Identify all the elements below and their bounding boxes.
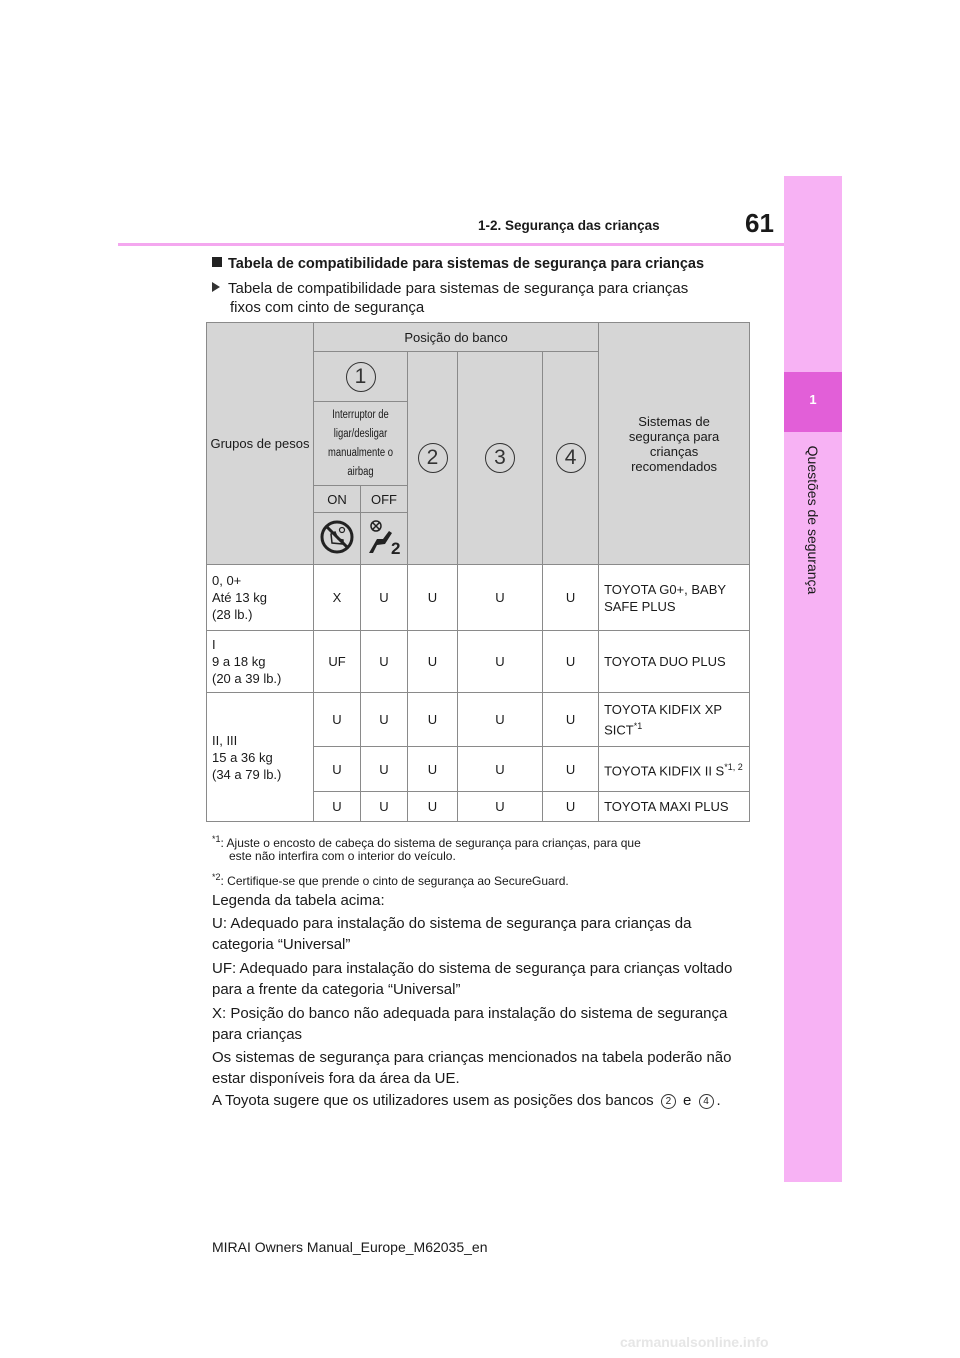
page-number: 61 xyxy=(745,208,774,238)
legend-uf: UF: Adequado para instalação do sistema de segurança para crianças voltado para a frente da categoria “Universal” xyxy=(212,960,733,998)
compatibility-table xyxy=(206,322,750,822)
cell-on: UF xyxy=(314,631,361,693)
cell-seat-3: U xyxy=(458,565,543,631)
weight-group-cell: I 9 a 18 kg (20 a 39 lb.) xyxy=(207,631,314,693)
on-header: ON xyxy=(314,486,361,513)
cell-seat-4: U xyxy=(543,631,599,693)
cell-seat-4: U xyxy=(543,747,599,792)
seat-2-icon: 2 xyxy=(661,1094,676,1109)
square-bullet-icon xyxy=(212,257,222,267)
triangle-bullet-icon xyxy=(212,282,220,292)
legend-x: X: Posição do banco não adequada para instalação do sistema de segurança para crianças xyxy=(212,1005,728,1043)
chapter-label: Questões de segurança xyxy=(805,445,821,595)
header-rule xyxy=(118,243,784,246)
cell-seat-4: U xyxy=(543,792,599,822)
weight-group-cell: 0, 0+ Até 13 kg (28 lb.) xyxy=(207,565,314,631)
footnote-2: $^{*2}$: Certifique-se que prende o cinto de segurança ao SecureGuard. xyxy=(212,872,569,888)
seat-2-icon: 2 xyxy=(418,443,448,473)
table-row xyxy=(207,565,750,631)
legend-title: Legenda da tabela acima: xyxy=(212,892,385,909)
cell-seat-2: U xyxy=(408,747,458,792)
cell-seat-2: U xyxy=(408,565,458,631)
recommended-cell: TOYOTA MAXI PLUS xyxy=(599,792,750,822)
seat-4-icon: 4 xyxy=(699,1094,714,1109)
cell-off: U xyxy=(361,747,408,792)
cell-seat-3: U xyxy=(458,747,543,792)
recommended-cell: TOYOTA KIDFIX II S$^{*1, 2}$ xyxy=(599,747,750,792)
watermark: carmanualsonline.info xyxy=(620,1334,769,1350)
seat-3-icon: 3 xyxy=(485,443,515,473)
cell-on: U xyxy=(314,693,361,747)
off-header: OFF xyxy=(361,486,408,513)
cell-seat-2: U xyxy=(408,631,458,693)
table-row xyxy=(207,631,750,693)
weight-group-header: Grupos de pesos xyxy=(207,323,314,565)
weight-group-cell: II, III 15 a 36 kg (34 a 79 lb.) xyxy=(207,693,314,822)
seat-4-icon: 4 xyxy=(556,443,586,473)
cell-on: U xyxy=(314,747,361,792)
seat-suggestion: A Toyota sugere que os utilizadores usem as posições dos bancos 2 e 4 . xyxy=(212,1092,721,1109)
chapter-number: 1 xyxy=(809,392,817,407)
footer-manual-id: MIRAI Owners Manual_Europe_M62035_en xyxy=(212,1239,488,1255)
recommended-cell: TOYOTA G0+, BABY SAFE PLUS xyxy=(599,565,750,631)
cell-seat-3: U xyxy=(458,792,543,822)
availability-note: Os sistemas de segurança para crianças mencionados na tabela poderão não estar disponíveis fora da área da UE. xyxy=(212,1049,732,1087)
cell-on: U xyxy=(314,792,361,822)
seat-4-header xyxy=(543,352,599,565)
cell-seat-2: U xyxy=(408,792,458,822)
table-row xyxy=(207,693,750,747)
cell-seat-3: U xyxy=(458,693,543,747)
cell-off: U xyxy=(361,792,408,822)
table-heading: Tabela de compatibilidade para sistemas de segurança para crianças xyxy=(212,256,704,272)
seat-1-header xyxy=(314,352,408,402)
seat-3-header xyxy=(458,352,543,565)
seat-1-icon: 1 xyxy=(346,362,376,392)
table-subheading: Tabela de compatibilidade para sistemas de segurança para crianças fixos com cinto de segurança xyxy=(212,279,752,317)
cell-off: U xyxy=(361,631,408,693)
legend-u: U: Adequado para instalação do sistema de segurança para crianças da categoria “Universal” xyxy=(212,915,692,953)
cell-seat-3: U xyxy=(458,631,543,693)
seat-2-header xyxy=(408,352,458,565)
side-tab-band xyxy=(784,176,842,1182)
recommended-header: Sistemas de segurança para crianças recomendados xyxy=(599,323,750,565)
cell-off: U xyxy=(361,565,408,631)
airbag-switch-header: Interruptor de ligar/desligar manualmente o airbag xyxy=(314,402,408,486)
cell-seat-4: U xyxy=(543,565,599,631)
seat-position-header: Posição do banco xyxy=(314,323,599,352)
svg-text:2: 2 xyxy=(391,539,401,557)
cell-on: X xyxy=(314,565,361,631)
cell-off: U xyxy=(361,693,408,747)
recommended-cell: TOYOTA KIDFIX XP SICT$^{*1}$ xyxy=(599,693,750,747)
cell-seat-2: U xyxy=(408,693,458,747)
airbag-on-icon xyxy=(361,513,408,565)
recommended-cell: TOYOTA DUO PLUS xyxy=(599,631,750,693)
airbag-off-icon xyxy=(314,513,361,565)
section-title: 1-2. Segurança das crianças xyxy=(478,218,660,233)
cell-seat-4: U xyxy=(543,693,599,747)
footnote-1: $^{*1}$: Ajuste o encosto de cabeça do sistema de segurança para crianças, para que este não interfira com o interior do veículo. xyxy=(212,834,641,863)
